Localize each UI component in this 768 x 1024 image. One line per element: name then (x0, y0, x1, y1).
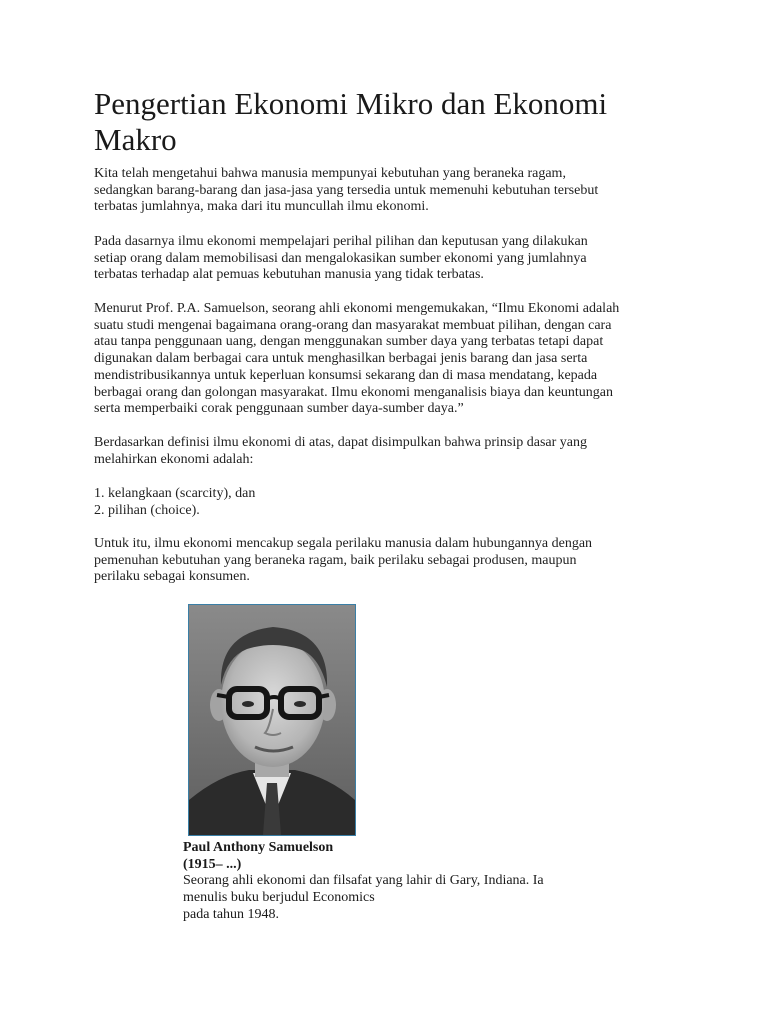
paragraph-line: serta memperbaiki corak penggunaan sumber daya-sumber daya.” (94, 401, 464, 417)
paragraph-samuelson-quote (94, 301, 704, 418)
title-line-2: Makro (94, 122, 177, 157)
principles-list (94, 486, 704, 519)
paragraph-line: setiap orang dalam memobilisasi dan mengalokasikan sumber ekonomi yang jumlahnya (94, 250, 587, 266)
paragraph-line: berbagai orang dan golongan masyarakat. Ilmu ekonomi menganalisis biaya dan keuntungan (94, 384, 614, 400)
paragraph-line: terbatas terhadap alat pemuas kebutuhan manusia yang tidak terbatas. (94, 267, 484, 283)
portrait-years: (1915– ...) (183, 856, 242, 872)
portrait-photo (188, 604, 356, 836)
paragraph-conclusion (94, 435, 704, 468)
paragraph-line: Untuk itu, ilmu ekonomi mencakup segala perilaku manusia dalam hubungannya dengan (94, 536, 593, 551)
paragraph-line: perilaku sebagai konsumen. (94, 569, 250, 585)
article-title (94, 86, 694, 158)
paragraph-line: mendistribusikannya untuk keperluan konsumsi sekarang dan di masa mendatang, kepada (94, 367, 598, 383)
paragraph-line: Kita telah mengetahui bahwa manusia mempunyai kebutuhan yang beraneka ragam, (94, 166, 566, 181)
paragraph-line: sedangkan barang-barang dan jasa-jasa yang tersedia untuk memenuhi kebutuhan tersebut (94, 182, 599, 198)
paragraph-line: suatu studi mengenai bagaimana orang-orang dan masyarakat membuat pilihan, dengan cara (94, 317, 612, 333)
portrait-caption (183, 840, 603, 924)
portrait-image (189, 605, 355, 835)
list-item: 2. pilihan (choice). (94, 502, 200, 518)
list-item: 1. kelangkaan (scarcity), dan (94, 486, 256, 501)
portrait-description-line: Seorang ahli ekonomi dan filsafat yang lahir di Gary, Indiana. Ia (183, 873, 544, 889)
paragraph-line: Berdasarkan definisi ilmu ekonomi di atas, dapat disimpulkan bahwa prinsip dasar yang (94, 435, 587, 450)
portrait-description-line: pada tahun 1948. (183, 906, 280, 922)
paragraph-scope (94, 536, 704, 586)
paragraph-line: digunakan dalam berbagai cara untuk menghasilkan berbagai jenis barang dan jasa serta (94, 351, 588, 367)
paragraph-line: Pada dasarnya ilmu ekonomi mempelajari perihal pilihan dan keputusan yang dilakukan (94, 234, 588, 249)
paragraph-line: pemenuhan kebutuhan yang beraneka ragam, baik perilaku sebagai produsen, maupun (94, 552, 577, 568)
paragraph-intro (94, 166, 704, 216)
portrait-name: Paul Anthony Samuelson (183, 840, 334, 855)
paragraph-line: atau tanpa penggunaan uang, dengan menggunakan sumber daya yang terbatas tetapi dapat (94, 334, 604, 350)
paragraph-line: melahirkan ekonomi adalah: (94, 451, 254, 467)
paragraph-definition (94, 234, 704, 284)
title-line-1: Pengertian Ekonomi Mikro dan Ekonomi (94, 86, 608, 121)
portrait-description-line: menulis buku berjudul Economics (183, 890, 375, 906)
paragraph-line: terbatas jumlahnya, maka dari itu muncullah ilmu ekonomi. (94, 199, 429, 215)
paragraph-line: Menurut Prof. P.A. Samuelson, seorang ahli ekonomi mengemukakan, “Ilmu Ekonomi adalah (94, 301, 620, 316)
